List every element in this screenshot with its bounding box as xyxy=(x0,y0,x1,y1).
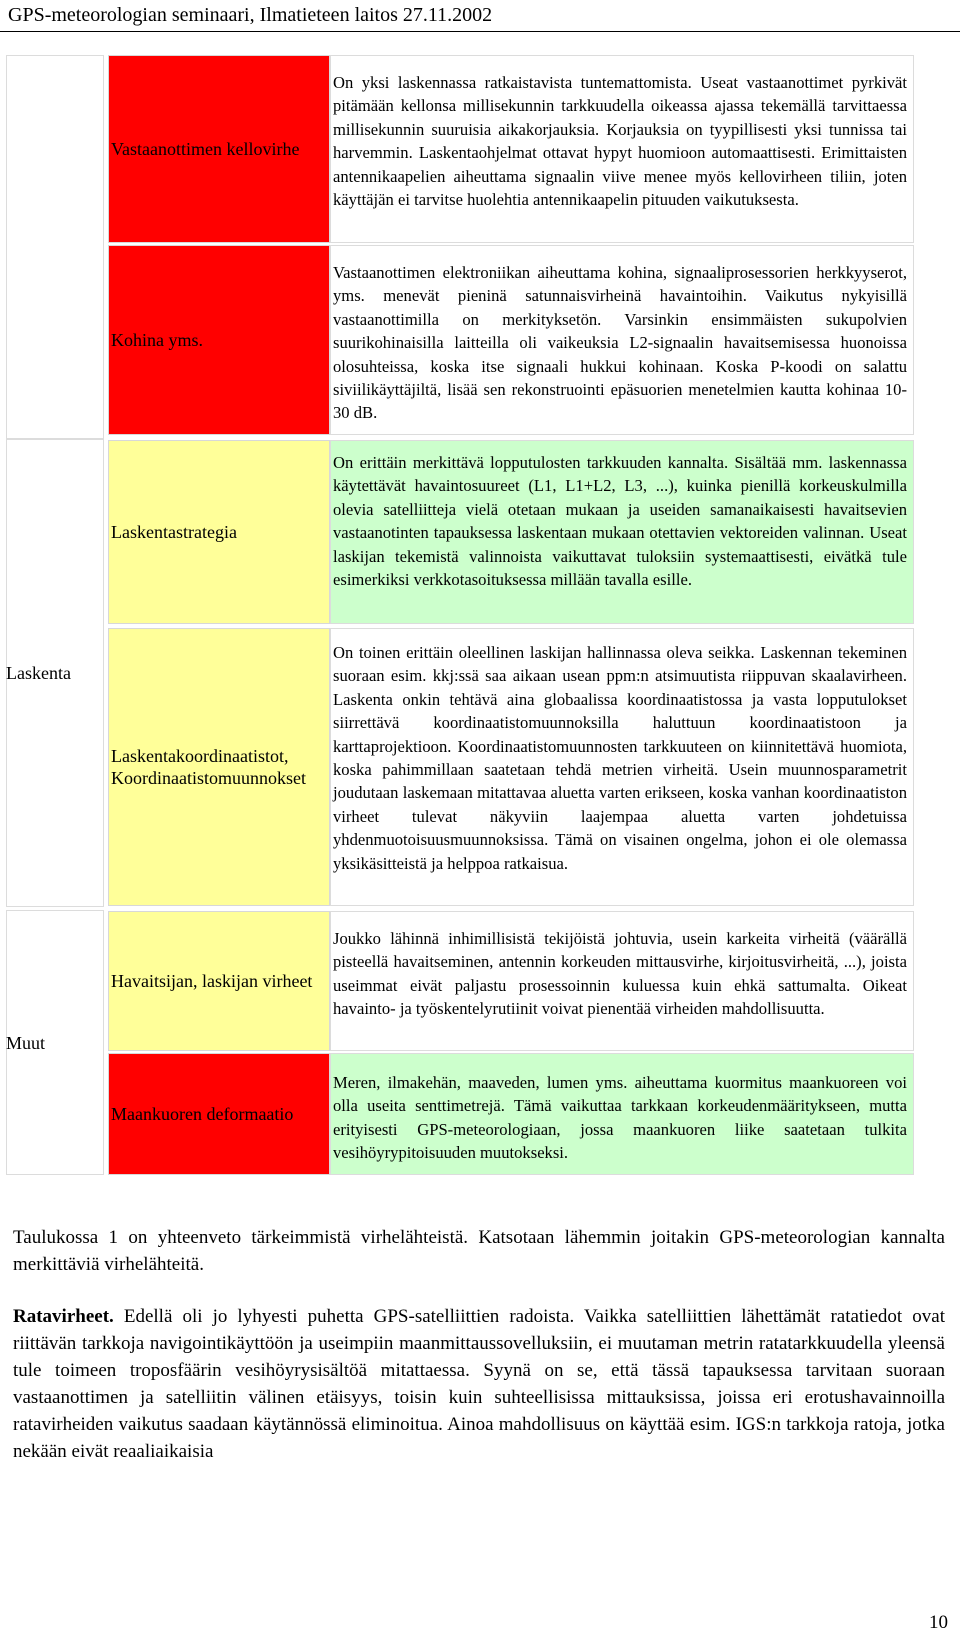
empty-left-cell xyxy=(6,55,104,439)
header-rule xyxy=(0,31,960,32)
page-number: 10 xyxy=(929,1612,948,1633)
row-desc-havaitsijan-virheet: Joukko lähinnä inhimillisistä tekijöistä johtuvia, usein karkeita virheitä (väärällä pisteellä havaitseminen, antennin korkeuden mittausvirhe, kirjoitusvirheitä, ...), joista useimmat eivät paljastu prosessoinnin kuluessa kuin ehkä sattumalta. Oikeat havainto- ja työskentelyrutiinit voivat pienentää virheiden mahdollisuutta. xyxy=(330,911,914,1051)
row-desc-laskentastrategia: On erittäin merkittävä lopputulosten tarkkuuden kannalta. Sisältää mm. laskennassa käytettävät havaintosuureet (L1, L1+L2, L3, ...), kuinka pienillä korkeuskulmilla olevia satelliitteja vielä otetaan mukaan ja useiden samanaikaisesti havaitsevien vastaanotinten tapauksessa laskentaan mukaan otettavien vektoreiden valinnan. Useat laskijan tekemistä valinnoista vaikuttavat tuloksiin systemaattisesti, eivätkä tule esimerkiksi verkkotasoituksessa millään tavalla esille. xyxy=(330,440,914,624)
row-name-label: Havaitsijan, laskijan virheet xyxy=(111,971,313,991)
row-name-deformaatio xyxy=(108,1053,330,1175)
row-name-havaitsijan-virheet xyxy=(108,911,330,1051)
row-desc-kohina: Vastaanottimen elektroniikan aiheuttama kohina, signaaliprosessorien herkkyyserot, yms. menevät pieninä satunnaisvirheinä havaintoihin. Vaikutus nykyisillä vastaanottimilla on merkityksetön. Varsinkin ensimmäisten sukupolvien suurikohinaisilla laitteilla oli vaikeuksia L2-signaalin havaitsemisessa huonoissa olosuhteissa, koska itse signaali hukkui kohinaan. Koska P-koodi on salattu siviilikäyttäjiltä, lisää sen rekonstruointi epäsuorien menetelmien kautta kohinaa 10-30 dB. xyxy=(330,245,914,435)
body-paragraph-2-text: Edellä oli jo lyhyesti puhetta GPS-satelliittien radoista. Vaikka satelliittien lähettämät ratatiedot ovat riittävän tarkkoja navigointikäyttöön ja useimpiin maanmittaussovelluksiin, ei muutaman metrin ratatarkkuudella yleensä tule toimeen troposfäärin vesihöyrysisältöä mitattaessa. Syynä on se, että tässä tapauksessa tarvitaan suoraan vastaanottimen ja satelliitin välinen etäisyys, toisin kuin suhteellisissa mittauksissa, joissa eri erotushavainnoilla ratavirheiden vaikutus saadaan käytännössä eliminoitua. Ainoa mahdollisuus on käyttää esim. IGS:n tarkkoja ratoja, jotka nekään eivät reaaliaikaisia xyxy=(13,1306,945,1462)
category-laskenta-label: Laskenta xyxy=(6,663,71,683)
body-paragraph-1: Taulukossa 1 on yhteenveto tärkeimmistä virhelähteistä. Katsotaan lähemmin joitakin GPS-meteorologian kannalta merkittäviä virhelähteitä. xyxy=(13,1227,945,1275)
row-name-label: Maankuoren deformaatio xyxy=(111,1104,294,1124)
section-heading-ratavirheet: Ratavirheet. xyxy=(13,1306,114,1327)
row-desc-kellovirhe: On yksi laskennassa ratkaistavista tuntemattomista. Useat vastaanottimet pyrkivät pitämään kellonsa millisekunnin tarkkuudella oikeassa ajassa tekemällä tarvittaessa millisekunnin suuruisia aikakorjauksia. Korjauksia on tyypillisesti yksi tunnissa tai harvemmin. Laskentaohjelmat ottavat hypyt huomioon automaattisesti. Erimittaisten antennikaapelien aiheuttama signaalin viive menee myös kellovirheen tiliin, joten käyttäjän ei tarvitse huolehtia antennikaapelin pituuden vaikutuksesta. xyxy=(330,55,914,243)
row-name-label: Kohina yms. xyxy=(111,330,203,350)
row-name-koordinaatistot xyxy=(108,628,330,906)
body-paragraph-2 xyxy=(13,1303,945,1465)
page-header-title: GPS-meteorologian seminaari, Ilmatieteen laitos 27.11.2002 xyxy=(8,4,493,26)
row-name-kellovirhe xyxy=(108,55,330,243)
row-name-label: Vastaanottimen kellovirhe xyxy=(111,139,300,159)
row-name-kohina xyxy=(108,245,330,435)
row-desc-koordinaatistot: On toinen erittäin oleellinen laskijan hallinnassa oleva seikka. Laskennan tekeminen suoraan esim. kkj:ssä saa aikaan usean ppm:n atsimuutista riippuvan skaalavirheen. Laskenta onkin tehtävä aina globaalissa koordinaatistossa ja vasta lopputulokset siirrettävä koordinaatistomuunnoksilla haluttuun koordinaatistoon ja karttaprojektioon. Koordinaatistomuunnosten tarkkuuteen on kiinnitettävä huomiota, koska pahimmillaan saatetaan tehdä metrien virheitä. Usein muunnosparametrit joudutaan laskemaan mitattavaa aluetta varten erikseen, koska vanhan koordinaatiston virheet tulevat näkyviin laajempaa aluetta varten johdetuissa yhdenmuotoisuusmuunnoksissa. Tämä on visainen ongelma, johon ei ole olemassa yksikäsitteistä ja helppoa ratkaisua. xyxy=(330,628,914,906)
row-name-label: Laskentastrategia xyxy=(111,522,237,542)
row-name-laskentastrategia xyxy=(108,440,330,624)
row-name-label: Laskentakoordinaatistot, Koordinaatistomuunnokset xyxy=(111,746,306,788)
row-desc-deformaatio: Meren, ilmakehän, maaveden, lumen yms. aiheuttama kuormitus maankuoreen voi olla useita senttimetrejä. Tämä vaikuttaa tarkkaan korkeudenmääritykseen, mutta erityisesti GPS-meteorologiaan, jossa maankuoren liike saatetaan tulkita vesihöyrypitoisuuden muutokseksi. xyxy=(330,1053,914,1175)
category-muut-label: Muut xyxy=(6,1033,46,1053)
